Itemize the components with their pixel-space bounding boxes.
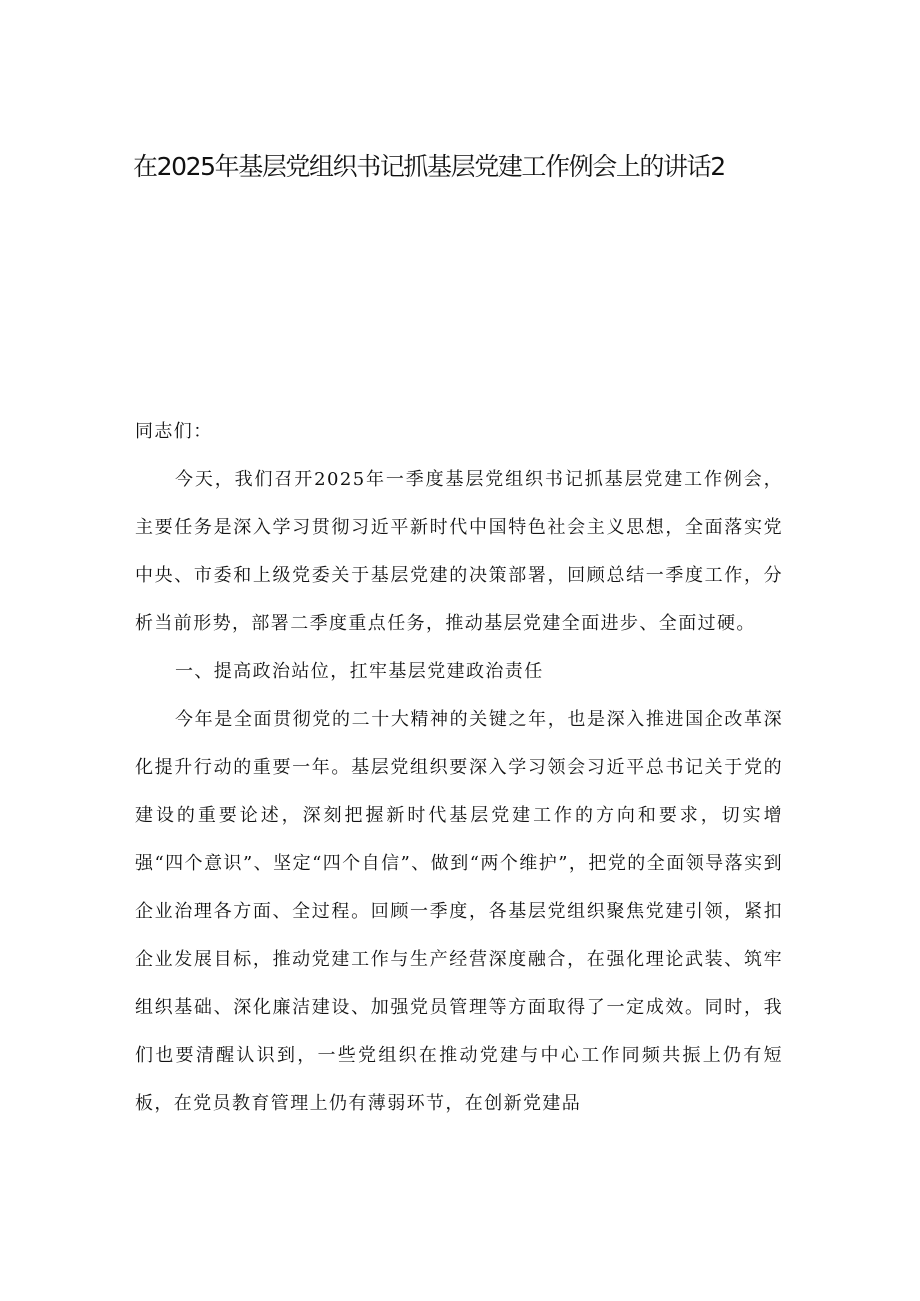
document-title: 在2025年基层党组织书记抓基层党建工作例会上的讲话2 bbox=[133, 152, 725, 181]
paragraph-section-1: 今年是全面贯彻党的二十大精神的关键之年，也是深入推进国企改革深化提升行动的重要一年。基层党组织要深入学习领会习近平总书记关于党的建设的重要论述，深刻把握新时代基层党建工作的方向和要求，切实增强“四个意识”、坚定“四个自信”、做到“两个维护”，把党的全面领导落实到企业治理各方面、全过程。回顾一季度，各基层党组织聚焦党建引领，紧扣企业发展目标，推动党建工作与生产经营深度融合，在强化理论武装、筑牢组织基础、深化廉洁建设、加强党员管理等方面取得了一定成效。同时，我们也要清醒认识到，一些党组织在推动党建与中心工作同频共振上仍有短板，在党员教育管理上仍有薄弱环节，在创新党建品 bbox=[135, 709, 783, 1114]
document-body bbox=[135, 408, 783, 1128]
salutation: 同志们： bbox=[135, 421, 213, 442]
section-heading-1: 一、提高政治站位，扛牢基层党建政治责任 bbox=[175, 661, 544, 682]
paragraph-intro: 今天，我们召开2025年一季度基层党组织书记抓基层党建工作例会，主要任务是深入学习贯彻习近平新时代中国特色社会主义思想，全面落实党中央、市委和上级党委关于基层党建的决策部署，回顾总结一季度工作，分析当前形势，部署二季度重点任务，推动基层党建全面进步、全面过硬。 bbox=[135, 469, 783, 634]
